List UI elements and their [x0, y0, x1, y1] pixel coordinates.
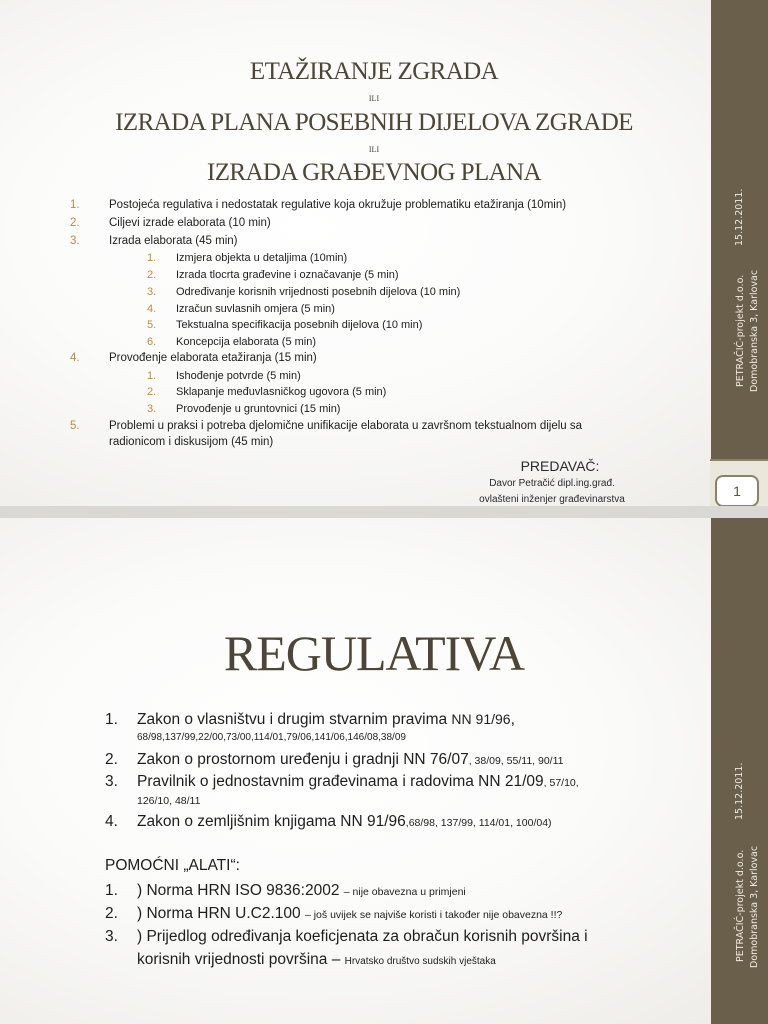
agenda-number: 5. — [70, 420, 80, 432]
regulation-name: Pravilnik o jednostavnim građevinama i radovima — [137, 773, 479, 790]
tools-heading: POMOĆNI „ALATI“: — [105, 857, 240, 874]
tool-name-line2: korisnih vrijednosti površina – — [137, 951, 345, 968]
agenda-subnumber: 2. — [147, 269, 157, 281]
regulation-amendments: 68/98,137/99,22/00,73/00,114/01,79/06,141/06,146/08,38/09 — [137, 732, 406, 743]
regulation-gazette: NN 91/96 — [340, 813, 406, 830]
agenda-text: Postojeća regulativa i nedostatak regulative koja okružuje problematiku etažiranja (10min) — [109, 199, 567, 211]
tool-note: – još uvijek se najviše koristi i također nije obavezna !!? — [304, 909, 563, 921]
regulation-name: Zakon o prostornom uređenju i gradnji — [137, 751, 404, 768]
agenda-subnumber: 3. — [147, 403, 157, 415]
title-gradevni-plan: IZRADA GRAĐEVNOG PLANA — [206, 159, 542, 186]
regulation-name: Zakon o vlasništvu i drugim stvarnim pravima — [137, 711, 452, 728]
agenda-subtext: Izrada tlocrta građevine i označavanje (5 min) — [176, 269, 399, 281]
regulation-number: 1. — [105, 711, 118, 728]
agenda-subnumber: 1. — [147, 370, 157, 382]
regulation-gazette: NN 76/07 — [403, 751, 469, 768]
agenda-subtext: Izmjera objekta u detaljima (10min) — [176, 252, 348, 264]
agenda-number: 1. — [70, 199, 80, 211]
tool-name: ) Norma HRN ISO 9836:2002 — [137, 882, 344, 899]
agenda-subtext: Provođenje u gruntovnici (15 min) — [176, 403, 341, 415]
tool-name: ) Norma HRN U.C2.100 — [137, 905, 305, 922]
sidebar-company: PETRAČIĆ-projekt d.o.o. — [735, 849, 746, 962]
title-or-1: ILI — [368, 94, 380, 103]
sidebar-company: PETRAČIĆ-projekt d.o.o. — [735, 274, 746, 387]
lecturer-heading: PREDAVAČ: — [520, 458, 600, 474]
agenda-text: Provođenje elaborata etažiranja (15 min) — [109, 352, 317, 364]
agenda-text: Problemi u praksi i potreba djelomične unifikacije elaborata u završnom tekstualnom dijelu sa — [109, 420, 583, 432]
lecturer-title: ovlašteni inženjer građevinarstva — [479, 494, 625, 505]
agenda-subnumber: 2. — [147, 386, 157, 398]
regulation-suffix: ,68/98, 137/99, 114/01, 100/04) — [405, 817, 552, 829]
title-izrada-plana: IZRADA PLANA POSEBNIH DIJELOVA ZGRADE — [115, 109, 633, 136]
agenda-subtext: Ishođenje potvrde (5 min) — [176, 370, 301, 382]
agenda-subnumber: 5. — [147, 319, 157, 331]
title-etaziranje: ETAŽIRANJE ZGRADA — [249, 58, 499, 85]
regulation-suffix: , — [510, 711, 515, 728]
agenda-text: Izrada elaborata (45 min) — [109, 235, 238, 247]
slide-1 — [0, 0, 768, 506]
regulation-gazette: NN 21/09 — [478, 773, 544, 790]
lecturer-name: Davor Petračić dipl.ing.građ. — [489, 478, 615, 489]
tool-number: 1. — [105, 882, 118, 899]
tool-number: 2. — [105, 905, 118, 922]
page-number-badge — [710, 459, 768, 506]
sidebar-address: Domobranska 3, Karlovac — [749, 269, 760, 392]
tool-note: Hrvatsko društvo sudskih vještaka — [344, 956, 496, 967]
agenda-subnumber: 3. — [147, 286, 157, 298]
sidebar-date: 15.12.2011. — [734, 762, 745, 820]
slide-2 — [0, 518, 768, 1024]
sidebar — [711, 518, 768, 1024]
regulation-amendments: 126/10, 48/11 — [137, 795, 201, 807]
regulation-number: 3. — [105, 773, 118, 790]
regulation-suffix: , 38/09, 55/11, 90/11 — [468, 755, 564, 767]
title-or-2: ILI — [368, 145, 380, 154]
agenda-subnumber: 1. — [147, 252, 157, 264]
sidebar-date: 15.12.2011. — [734, 188, 745, 246]
regulation-number: 2. — [105, 751, 118, 768]
agenda-number: 3. — [70, 235, 80, 247]
sidebar — [711, 0, 768, 506]
agenda-subnumber: 4. — [147, 303, 157, 315]
tool-number: 3. — [105, 928, 118, 945]
agenda-subtext: Sklapanje međuvlasničkog ugovora (5 min) — [176, 386, 387, 398]
agenda-number: 2. — [70, 217, 80, 229]
regulation-gazette: NN 91/96 — [451, 711, 511, 727]
agenda-subtext: Određivanje korisnih vrijednosti posebnih dijelova (10 min) — [176, 286, 461, 298]
agenda-subtext: Koncepcija elaborata (5 min) — [176, 336, 317, 348]
regulation-number: 4. — [105, 813, 118, 830]
agenda-number: 4. — [70, 352, 80, 364]
page-number: 1 — [715, 475, 759, 506]
tool-note: – nije obavezna u primjeni — [343, 886, 466, 898]
agenda-text: Ciljevi izrade elaborata (10 min) — [109, 217, 271, 229]
agenda-text-line2: radionicom i diskusijom (45 min) — [109, 436, 274, 448]
agenda-subtext: Tekstualna specifikacija posebnih dijelova (10 min) — [176, 319, 423, 331]
slide-title: REGULATIVA — [223, 625, 525, 681]
regulation-suffix: , 57/10, — [543, 777, 579, 789]
agenda-subnumber: 6. — [147, 336, 157, 348]
sidebar-address: Domobranska 3, Karlovac — [749, 845, 760, 968]
agenda-subtext: Izračun suvlasnih omjera (5 min) — [176, 303, 335, 315]
regulation-name: Zakon o zemljišnim knjigama — [137, 813, 341, 830]
tool-name: ) Prijedlog određivanja koeficjenata za obračun korisnih površina i — [137, 928, 588, 945]
